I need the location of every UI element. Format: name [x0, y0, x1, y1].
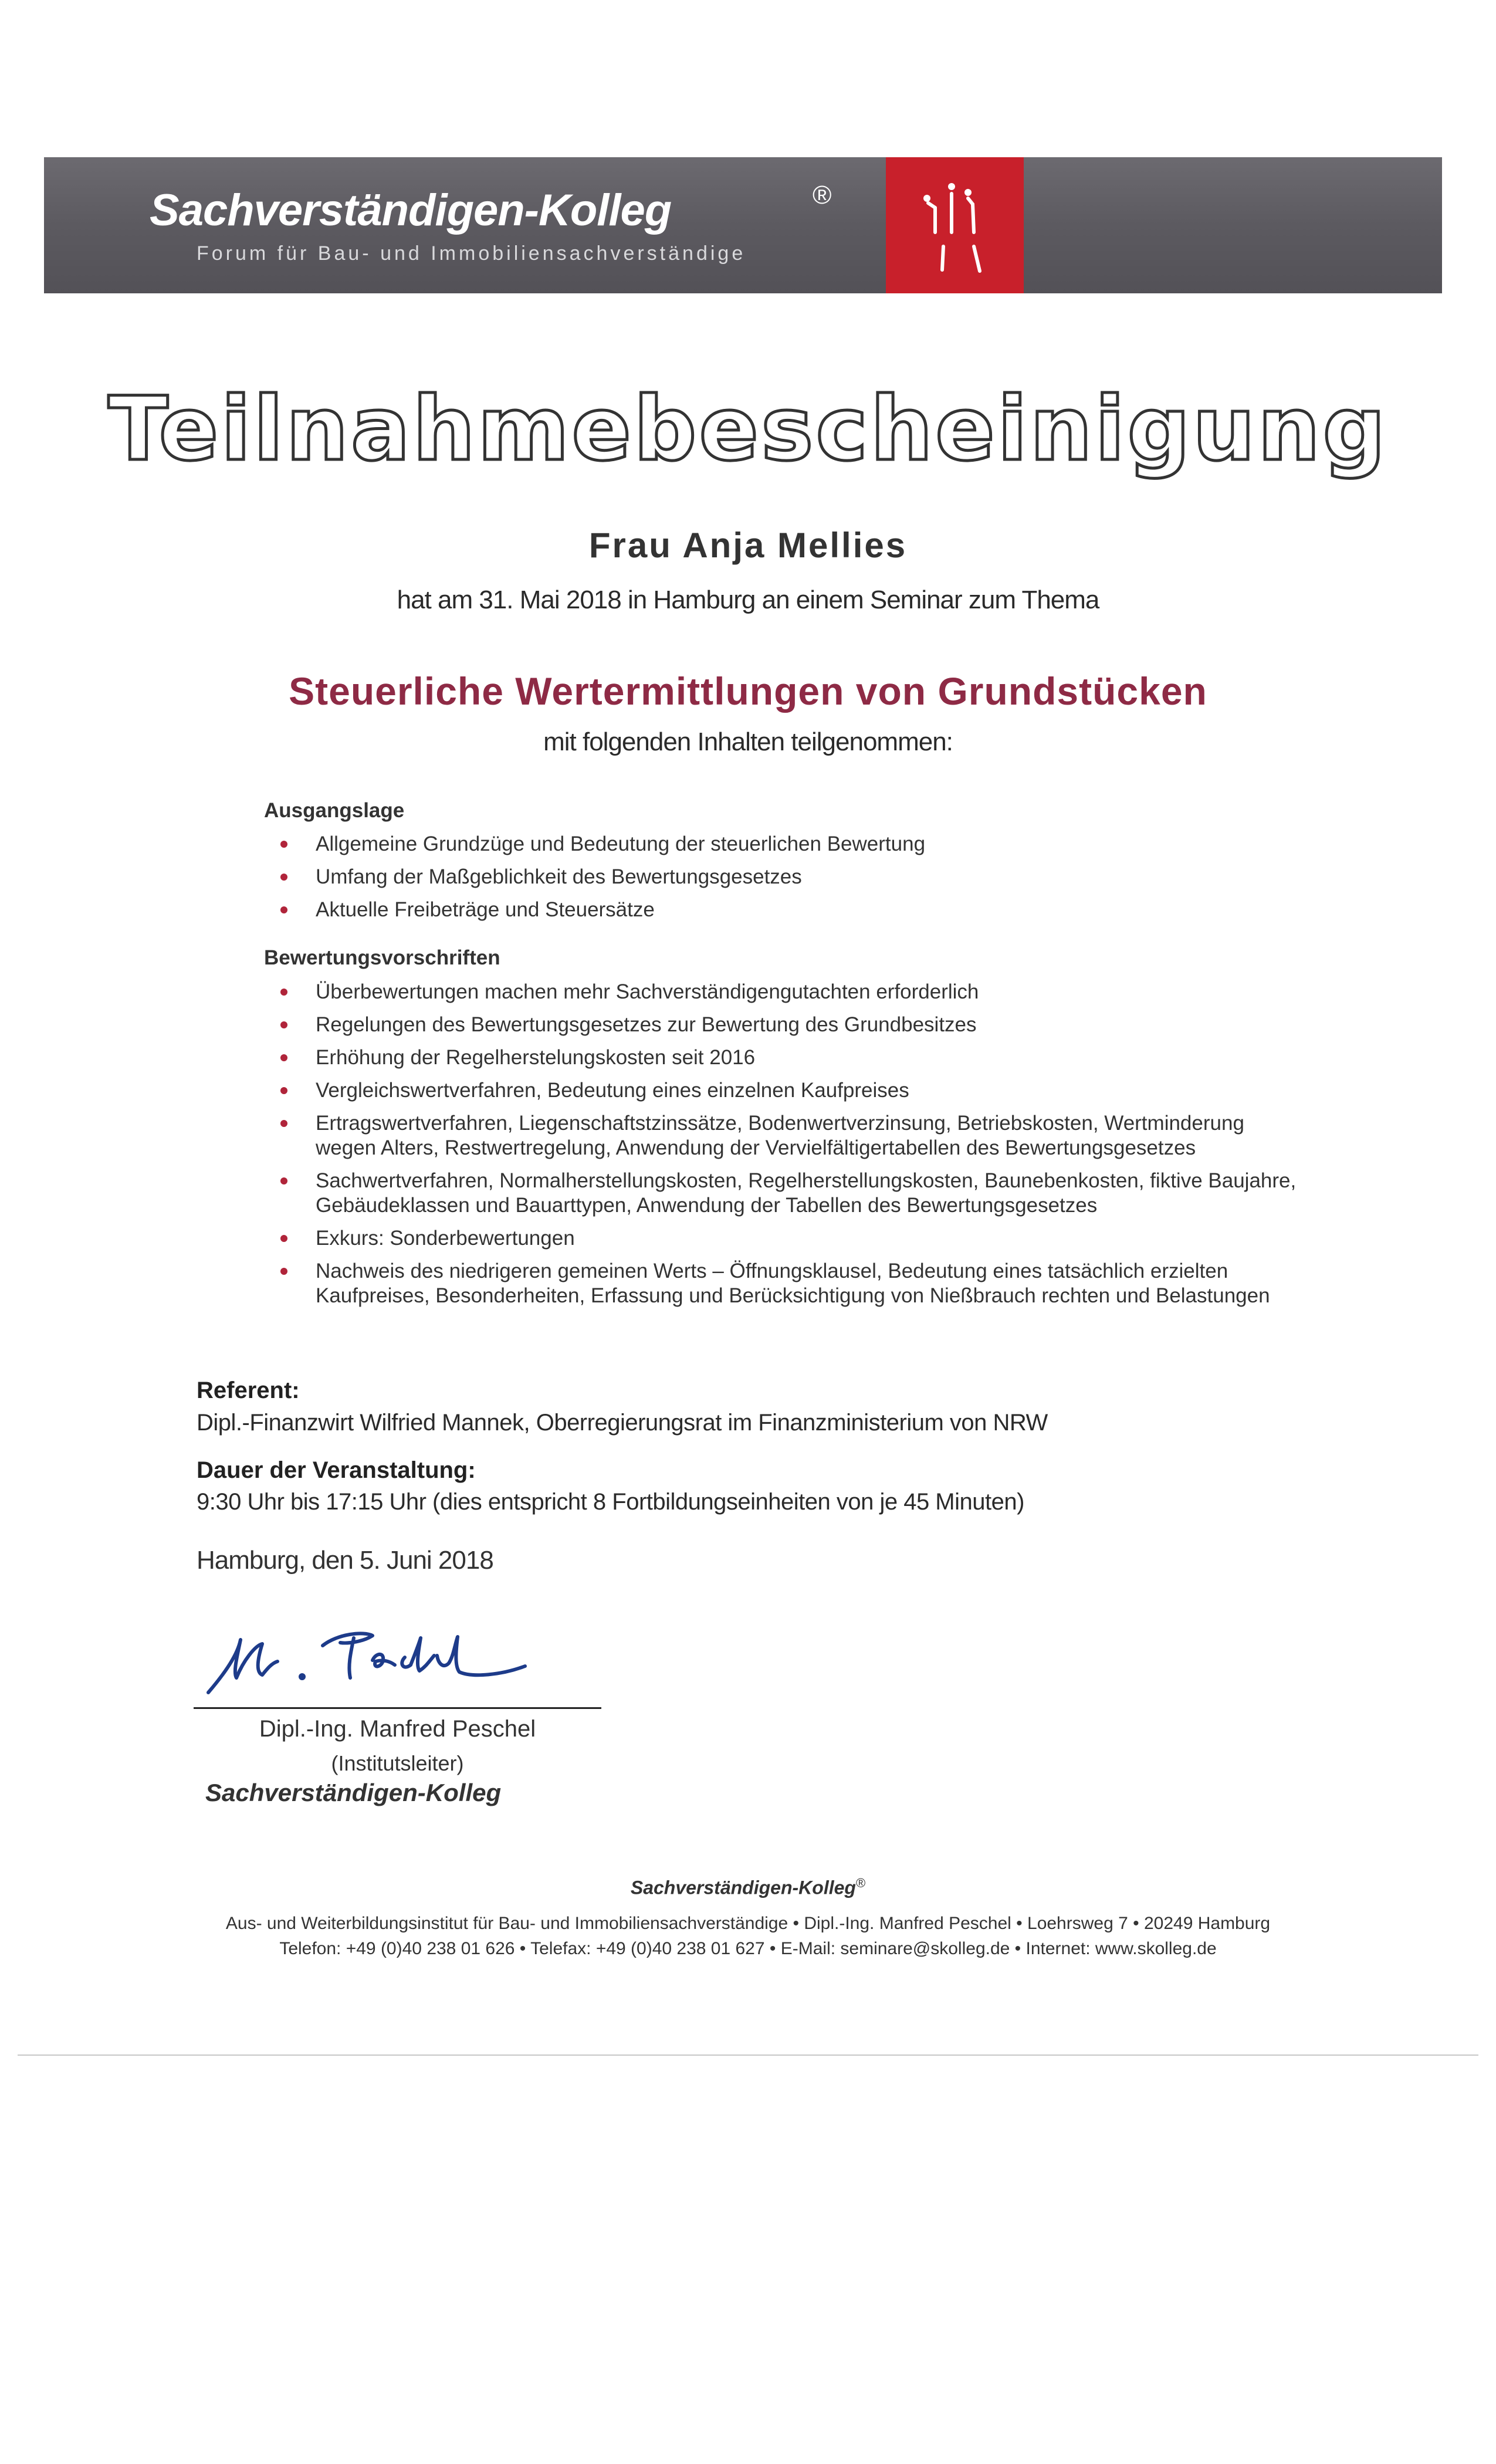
bullet-icon [280, 1235, 287, 1242]
list-item: Ertragswertverfahren, Liegenschaftstzinssätze, Bodenwertverzinsung, Betriebskosten, Wertminderung wegen Alters, Restwertregelung, Anwendung der Vervielfältigertabellen des Bewertungsgesetzes [276, 1111, 1297, 1160]
brand-name: Sachverständigen-Kolleg [150, 185, 672, 235]
bullet-icon [280, 1054, 287, 1061]
list-item: Aktuelle Freibeträge und Steuersätze [276, 898, 1297, 922]
brand-tagline: Forum für Bau- und Immobiliensachverständige [197, 242, 746, 265]
bullet-icon [280, 874, 287, 881]
footer-brand: Sachverständigen-Kolleg® [630, 1876, 866, 1898]
footer-registered-mark: ® [855, 1876, 866, 1890]
duration-label: Dauer der Veranstaltung: [197, 1457, 476, 1483]
signature-line [194, 1707, 601, 1709]
registered-mark: ® [813, 181, 832, 209]
list-item: Exkurs: Sonderbewertungen [276, 1226, 1297, 1251]
signature [197, 1590, 572, 1710]
footer-address: Aus- und Weiterbildungsinstitut für Bau- und Immobiliensachverständige • Dipl.-Ing. Manfred Peschel • Loehrsweg 7 • 20249 Hamburg [225, 1914, 1271, 1933]
signer-name: Dipl.-Ing. Manfred Peschel [259, 1716, 536, 1742]
place-date: Hamburg, den 5. Juni 2018 [197, 1546, 493, 1575]
certificate-title: Teilnahmebescheinigung [108, 378, 1388, 480]
footer-contact: Telefon: +49 (0)40 238 01 626 • Telefax: +49 (0)40 238 01 627 • E-Mail: seminare@skolleg.de • Internet: www.skolleg.de [279, 1939, 1217, 1958]
list-item: Sachwertverfahren, Normalherstellungskosten, Regelherstellungskosten, Baunebenkosten, fiktive Baujahre, Gebäudeklassen und Bauarttypen, Anwendung der Tabellen des Bewertungsgesetzes [276, 1169, 1297, 1218]
bullet-icon [280, 1087, 287, 1094]
duration-value: 9:30 Uhr bis 17:15 Uhr (dies entspricht 8 Fortbildungseinheiten von je 45 Minuten) [197, 1489, 1024, 1515]
list-item: Allgemeine Grundzüge und Bedeutung der steuerlichen Bewertung [276, 832, 1297, 857]
section-list [276, 832, 1297, 930]
brand-logo [886, 157, 1024, 293]
page-divider [18, 2055, 1478, 2056]
bullet-icon [280, 1268, 287, 1275]
recipient-name: Frau Anja Mellies [588, 526, 908, 565]
list-item: Vergleichswertverfahren, Bedeutung eines einzelnen Kaufpreises [276, 1078, 1297, 1103]
referent-value: Dipl.-Finanzwirt Wilfried Mannek, Oberregierungsrat im Finanzministerium von NRW [197, 1410, 1048, 1436]
signer-organization: Sachverständigen-Kolleg [205, 1779, 502, 1806]
seminar-topic: Steuerliche Wertermittlungen von Grundstücken [289, 669, 1207, 713]
figures-logo-icon [886, 157, 1024, 293]
section-heading: Ausgangslage [264, 799, 405, 822]
list-item: Überbewertungen machen mehr Sachverständigengutachten erforderlich [276, 980, 1297, 1004]
referent-label: Referent: [197, 1377, 300, 1403]
section-list [276, 980, 1297, 1316]
bullet-icon [280, 1177, 287, 1184]
bullet-icon [280, 1120, 287, 1127]
bullet-icon [280, 1021, 287, 1028]
bullet-icon [280, 989, 287, 996]
intro-text: hat am 31. Mai 2018 in Hamburg an einem Seminar zum Thema [397, 585, 1099, 614]
section-heading: Bewertungsvorschriften [264, 946, 500, 969]
contents-intro: mit folgenden Inhalten teilgenommen: [543, 727, 953, 756]
list-item: Erhöhung der Regelherstelungskosten seit 2016 [276, 1045, 1297, 1070]
bullet-icon [280, 841, 287, 848]
bullet-icon [280, 906, 287, 913]
list-item: Umfang der Maßgeblichkeit des Bewertungsgesetzes [276, 865, 1297, 889]
list-item: Nachweis des niedrigeren gemeinen Werts – Öffnungsklausel, Bedeutung eines tatsächlich erzielten Kaufpreises, Besonderheiten, Erfassung und Berücksichtigung von Nießbrauch rechten und Belastungen [276, 1259, 1297, 1308]
signer-role: (Institutsleiter) [331, 1751, 464, 1775]
handwritten-signature-icon [197, 1590, 572, 1707]
list-item: Regelungen des Bewertungsgesetzes zur Bewertung des Grundbesitzes [276, 1013, 1297, 1037]
